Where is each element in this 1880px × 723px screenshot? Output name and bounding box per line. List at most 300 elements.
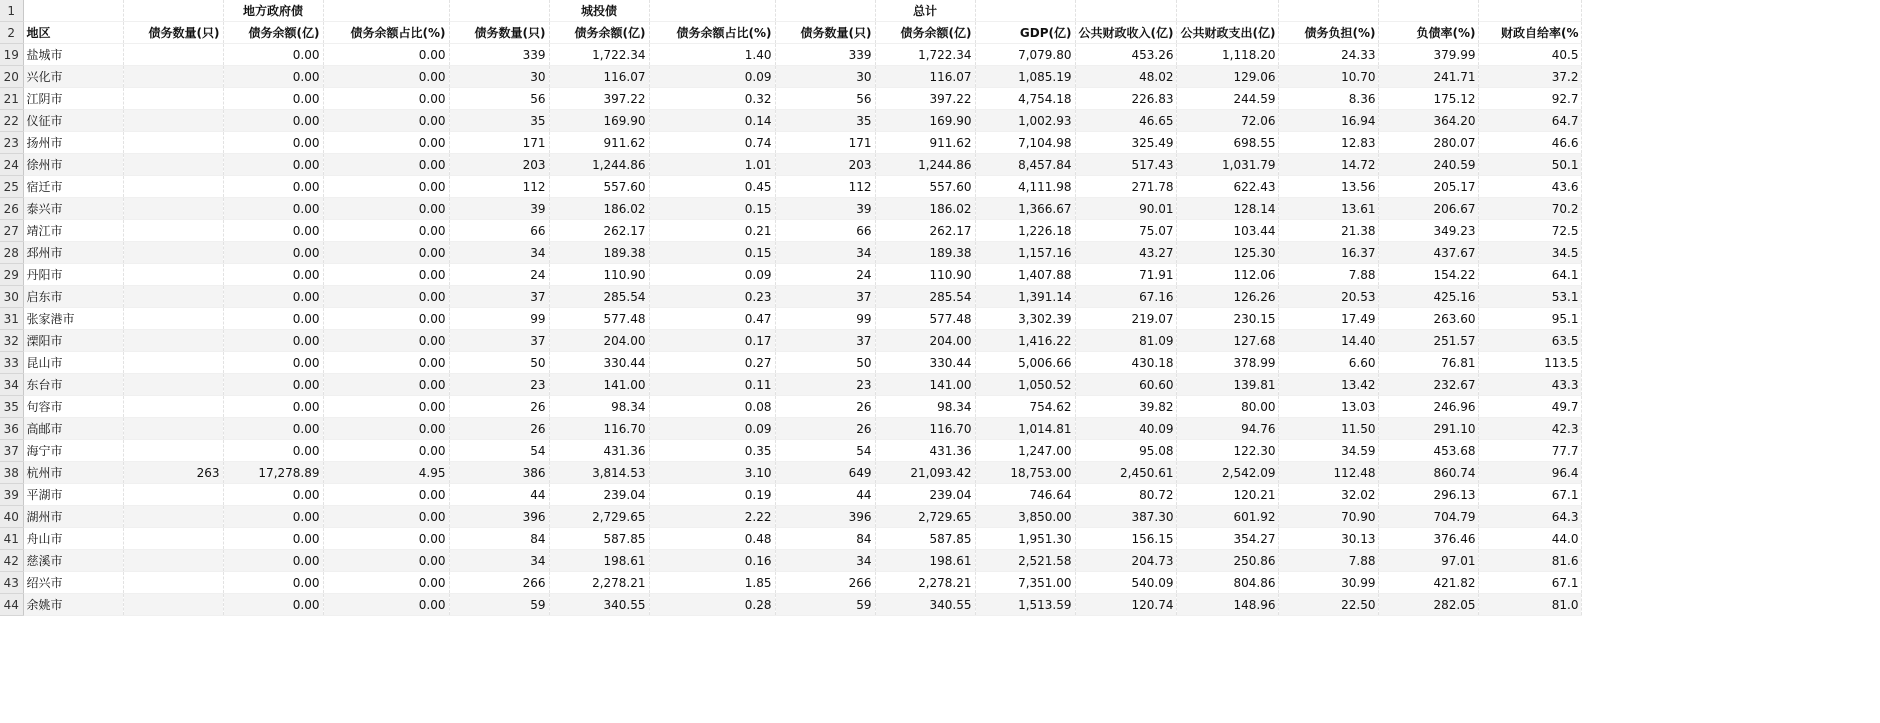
table-cell[interactable]: 0.48 bbox=[649, 528, 775, 550]
table-cell[interactable]: 169.90 bbox=[549, 110, 649, 132]
table-cell[interactable]: 1,014.81 bbox=[975, 418, 1075, 440]
table-cell[interactable]: 43.6 bbox=[1479, 176, 1582, 198]
table-cell[interactable]: 2,521.58 bbox=[975, 550, 1075, 572]
table-cell[interactable]: 1,247.00 bbox=[975, 440, 1075, 462]
table-cell[interactable]: 453.26 bbox=[1075, 44, 1177, 66]
table-cell[interactable] bbox=[123, 396, 223, 418]
table-cell[interactable] bbox=[123, 154, 223, 176]
table-cell[interactable]: 0.00 bbox=[223, 440, 323, 462]
table-cell[interactable]: 120.21 bbox=[1177, 484, 1279, 506]
row-header[interactable]: 39 bbox=[0, 484, 23, 506]
row-header[interactable]: 33 bbox=[0, 352, 23, 374]
table-cell[interactable]: 0.00 bbox=[223, 220, 323, 242]
table-cell[interactable]: 0.00 bbox=[223, 418, 323, 440]
table-cell[interactable]: 226.83 bbox=[1075, 88, 1177, 110]
table-cell[interactable]: 189.38 bbox=[875, 242, 975, 264]
table-cell[interactable]: 46.65 bbox=[1075, 110, 1177, 132]
table-cell[interactable]: 0.15 bbox=[649, 198, 775, 220]
table-cell[interactable]: 77.7 bbox=[1479, 440, 1582, 462]
table-cell[interactable]: 3,814.53 bbox=[549, 462, 649, 484]
table-cell[interactable]: 23 bbox=[775, 374, 875, 396]
table-cell[interactable]: 349.23 bbox=[1379, 220, 1479, 242]
region-cell[interactable]: 靖江市 bbox=[23, 220, 123, 242]
table-cell[interactable] bbox=[123, 44, 223, 66]
table-cell[interactable]: 110.90 bbox=[875, 264, 975, 286]
column-header[interactable]: GDP(亿) bbox=[975, 22, 1075, 44]
table-cell[interactable]: 53.1 bbox=[1479, 286, 1582, 308]
column-header[interactable]: 债务余额(亿) bbox=[549, 22, 649, 44]
table-cell[interactable]: 34.5 bbox=[1479, 242, 1582, 264]
table-cell[interactable]: 35 bbox=[775, 110, 875, 132]
table-cell[interactable]: 13.42 bbox=[1279, 374, 1379, 396]
table-cell[interactable]: 2,278.21 bbox=[549, 572, 649, 594]
table-cell[interactable]: 127.68 bbox=[1177, 330, 1279, 352]
table-cell[interactable]: 240.59 bbox=[1379, 154, 1479, 176]
table-cell[interactable]: 0.00 bbox=[323, 220, 449, 242]
table-cell[interactable]: 14.40 bbox=[1279, 330, 1379, 352]
table-cell[interactable]: 4,754.18 bbox=[975, 88, 1075, 110]
table-cell[interactable]: 0.23 bbox=[649, 286, 775, 308]
table-cell[interactable]: 0.00 bbox=[323, 572, 449, 594]
table-cell[interactable]: 18,753.00 bbox=[975, 462, 1075, 484]
table-cell[interactable]: 376.46 bbox=[1379, 528, 1479, 550]
table-cell[interactable]: 557.60 bbox=[549, 176, 649, 198]
table-cell[interactable]: 6.60 bbox=[1279, 352, 1379, 374]
table-cell[interactable]: 56 bbox=[449, 88, 549, 110]
table-cell[interactable] bbox=[123, 440, 223, 462]
table-cell[interactable]: 0.16 bbox=[649, 550, 775, 572]
table-cell[interactable]: 67.16 bbox=[1075, 286, 1177, 308]
table-cell[interactable]: 397.22 bbox=[549, 88, 649, 110]
table-cell[interactable]: 64.3 bbox=[1479, 506, 1582, 528]
table-cell[interactable]: 0.09 bbox=[649, 66, 775, 88]
region-cell[interactable]: 江阴市 bbox=[23, 88, 123, 110]
table-cell[interactable]: 911.62 bbox=[875, 132, 975, 154]
region-cell[interactable]: 句容市 bbox=[23, 396, 123, 418]
table-cell[interactable]: 44 bbox=[449, 484, 549, 506]
table-cell[interactable]: 24 bbox=[775, 264, 875, 286]
table-cell[interactable]: 0.00 bbox=[223, 264, 323, 286]
table-cell[interactable]: 1.40 bbox=[649, 44, 775, 66]
region-cell[interactable]: 盐城市 bbox=[23, 44, 123, 66]
row-header[interactable]: 28 bbox=[0, 242, 23, 264]
table-cell[interactable]: 577.48 bbox=[875, 308, 975, 330]
table-cell[interactable]: 34.59 bbox=[1279, 440, 1379, 462]
table-cell[interactable]: 0.00 bbox=[323, 550, 449, 572]
row-header[interactable]: 21 bbox=[0, 88, 23, 110]
table-cell[interactable]: 0.00 bbox=[323, 594, 449, 616]
table-cell[interactable]: 266 bbox=[775, 572, 875, 594]
table-cell[interactable]: 122.30 bbox=[1177, 440, 1279, 462]
row-header[interactable]: 2 bbox=[0, 22, 23, 44]
region-cell[interactable]: 邳州市 bbox=[23, 242, 123, 264]
table-cell[interactable]: 141.00 bbox=[875, 374, 975, 396]
table-cell[interactable]: 206.67 bbox=[1379, 198, 1479, 220]
table-cell[interactable]: 0.11 bbox=[649, 374, 775, 396]
table-cell[interactable]: 1,244.86 bbox=[549, 154, 649, 176]
table-cell[interactable] bbox=[123, 66, 223, 88]
table-cell[interactable]: 0.00 bbox=[323, 506, 449, 528]
region-cell[interactable]: 启东市 bbox=[23, 286, 123, 308]
row-header[interactable]: 42 bbox=[0, 550, 23, 572]
table-cell[interactable]: 0.00 bbox=[323, 66, 449, 88]
table-cell[interactable]: 0.45 bbox=[649, 176, 775, 198]
table-cell[interactable]: 1,951.30 bbox=[975, 528, 1075, 550]
table-cell[interactable]: 0.00 bbox=[223, 572, 323, 594]
table-cell[interactable]: 0.00 bbox=[223, 132, 323, 154]
table-cell[interactable]: 42.3 bbox=[1479, 418, 1582, 440]
table-cell[interactable] bbox=[123, 330, 223, 352]
table-cell[interactable]: 0.00 bbox=[323, 396, 449, 418]
table-cell[interactable]: 43.27 bbox=[1075, 242, 1177, 264]
table-cell[interactable]: 2.22 bbox=[649, 506, 775, 528]
table-cell[interactable]: 0.00 bbox=[323, 528, 449, 550]
table-cell[interactable]: 271.78 bbox=[1075, 176, 1177, 198]
row-header[interactable]: 27 bbox=[0, 220, 23, 242]
table-cell[interactable]: 453.68 bbox=[1379, 440, 1479, 462]
table-cell[interactable]: 26 bbox=[449, 396, 549, 418]
table-cell[interactable]: 30 bbox=[775, 66, 875, 88]
table-cell[interactable]: 0.27 bbox=[649, 352, 775, 374]
table-cell[interactable]: 30 bbox=[449, 66, 549, 88]
table-cell[interactable]: 649 bbox=[775, 462, 875, 484]
region-cell[interactable]: 杭州市 bbox=[23, 462, 123, 484]
table-cell[interactable]: 34 bbox=[775, 550, 875, 572]
table-cell[interactable]: 0.32 bbox=[649, 88, 775, 110]
table-cell[interactable]: 198.61 bbox=[549, 550, 649, 572]
region-cell[interactable]: 泰兴市 bbox=[23, 198, 123, 220]
table-cell[interactable]: 0.00 bbox=[323, 440, 449, 462]
table-cell[interactable]: 75.07 bbox=[1075, 220, 1177, 242]
table-cell[interactable]: 0.00 bbox=[223, 88, 323, 110]
table-cell[interactable]: 40.5 bbox=[1479, 44, 1582, 66]
table-cell[interactable] bbox=[123, 352, 223, 374]
table-cell[interactable]: 171 bbox=[449, 132, 549, 154]
region-cell[interactable]: 余姚市 bbox=[23, 594, 123, 616]
group-label-lgfv-bond[interactable]: 城投债 bbox=[549, 0, 649, 22]
table-cell[interactable]: 0.00 bbox=[223, 374, 323, 396]
row-header[interactable]: 23 bbox=[0, 132, 23, 154]
table-cell[interactable]: 66 bbox=[775, 220, 875, 242]
table-cell[interactable]: 239.04 bbox=[875, 484, 975, 506]
column-header[interactable]: 负债率(%) bbox=[1379, 22, 1479, 44]
row-header[interactable]: 44 bbox=[0, 594, 23, 616]
table-cell[interactable]: 8.36 bbox=[1279, 88, 1379, 110]
table-cell[interactable]: 116.70 bbox=[875, 418, 975, 440]
table-cell[interactable]: 587.85 bbox=[549, 528, 649, 550]
column-header[interactable]: 债务数量(只) bbox=[123, 22, 223, 44]
table-cell[interactable]: 0.00 bbox=[323, 242, 449, 264]
table-cell[interactable]: 48.02 bbox=[1075, 66, 1177, 88]
table-cell[interactable]: 263 bbox=[123, 462, 223, 484]
table-cell[interactable]: 387.30 bbox=[1075, 506, 1177, 528]
table-cell[interactable]: 0.14 bbox=[649, 110, 775, 132]
table-cell[interactable]: 2,729.65 bbox=[875, 506, 975, 528]
table-cell[interactable]: 112.48 bbox=[1279, 462, 1379, 484]
table-cell[interactable]: 1,244.86 bbox=[875, 154, 975, 176]
row-header[interactable]: 32 bbox=[0, 330, 23, 352]
table-cell[interactable]: 49.7 bbox=[1479, 396, 1582, 418]
row-header[interactable]: 37 bbox=[0, 440, 23, 462]
region-cell[interactable]: 扬州市 bbox=[23, 132, 123, 154]
column-header[interactable]: 债务负担(%) bbox=[1279, 22, 1379, 44]
table-cell[interactable]: 364.20 bbox=[1379, 110, 1479, 132]
table-cell[interactable]: 126.26 bbox=[1177, 286, 1279, 308]
table-cell[interactable]: 379.99 bbox=[1379, 44, 1479, 66]
table-cell[interactable]: 4.95 bbox=[323, 462, 449, 484]
table-cell[interactable]: 0.00 bbox=[323, 176, 449, 198]
column-header[interactable]: 地区 bbox=[23, 22, 123, 44]
table-cell[interactable] bbox=[123, 572, 223, 594]
table-cell[interactable]: 0.00 bbox=[223, 66, 323, 88]
table-cell[interactable]: 84 bbox=[775, 528, 875, 550]
table-cell[interactable]: 0.00 bbox=[323, 154, 449, 176]
table-cell[interactable]: 7.88 bbox=[1279, 550, 1379, 572]
table-cell[interactable]: 0.00 bbox=[323, 352, 449, 374]
region-cell[interactable]: 溧阳市 bbox=[23, 330, 123, 352]
table-cell[interactable]: 296.13 bbox=[1379, 484, 1479, 506]
table-cell[interactable]: 81.6 bbox=[1479, 550, 1582, 572]
table-cell[interactable]: 103.44 bbox=[1177, 220, 1279, 242]
table-cell[interactable]: 232.67 bbox=[1379, 374, 1479, 396]
table-cell[interactable]: 746.64 bbox=[975, 484, 1075, 506]
table-cell[interactable]: 67.1 bbox=[1479, 572, 1582, 594]
table-cell[interactable]: 860.74 bbox=[1379, 462, 1479, 484]
table-cell[interactable]: 280.07 bbox=[1379, 132, 1479, 154]
table-cell[interactable]: 80.72 bbox=[1075, 484, 1177, 506]
table-cell[interactable]: 95.1 bbox=[1479, 308, 1582, 330]
table-cell[interactable]: 1.85 bbox=[649, 572, 775, 594]
table-cell[interactable]: 84 bbox=[449, 528, 549, 550]
table-cell[interactable]: 154.22 bbox=[1379, 264, 1479, 286]
column-header[interactable]: 债务余额占比(%) bbox=[649, 22, 775, 44]
table-cell[interactable]: 59 bbox=[449, 594, 549, 616]
table-cell[interactable]: 204.00 bbox=[875, 330, 975, 352]
table-cell[interactable]: 66 bbox=[449, 220, 549, 242]
table-cell[interactable]: 325.49 bbox=[1075, 132, 1177, 154]
table-cell[interactable]: 169.90 bbox=[875, 110, 975, 132]
row-header[interactable]: 36 bbox=[0, 418, 23, 440]
table-cell[interactable]: 421.82 bbox=[1379, 572, 1479, 594]
table-cell[interactable]: 125.30 bbox=[1177, 242, 1279, 264]
row-header[interactable]: 41 bbox=[0, 528, 23, 550]
table-cell[interactable]: 340.55 bbox=[875, 594, 975, 616]
table-cell[interactable]: 1,050.52 bbox=[975, 374, 1075, 396]
table-cell[interactable]: 24 bbox=[449, 264, 549, 286]
table-cell[interactable]: 0.00 bbox=[323, 308, 449, 330]
region-cell[interactable]: 平湖市 bbox=[23, 484, 123, 506]
region-cell[interactable]: 张家港市 bbox=[23, 308, 123, 330]
table-cell[interactable]: 148.96 bbox=[1177, 594, 1279, 616]
table-cell[interactable]: 1,416.22 bbox=[975, 330, 1075, 352]
table-cell[interactable]: 339 bbox=[449, 44, 549, 66]
table-cell[interactable]: 698.55 bbox=[1177, 132, 1279, 154]
table-cell[interactable]: 378.99 bbox=[1177, 352, 1279, 374]
region-cell[interactable]: 丹阳市 bbox=[23, 264, 123, 286]
table-cell[interactable]: 116.07 bbox=[549, 66, 649, 88]
table-cell[interactable]: 186.02 bbox=[549, 198, 649, 220]
table-cell[interactable]: 98.34 bbox=[549, 396, 649, 418]
table-cell[interactable]: 44.0 bbox=[1479, 528, 1582, 550]
table-cell[interactable]: 340.55 bbox=[549, 594, 649, 616]
table-cell[interactable]: 80.00 bbox=[1177, 396, 1279, 418]
table-cell[interactable]: 96.4 bbox=[1479, 462, 1582, 484]
table-cell[interactable]: 112 bbox=[775, 176, 875, 198]
table-cell[interactable] bbox=[123, 506, 223, 528]
table-cell[interactable]: 113.5 bbox=[1479, 352, 1582, 374]
row-header[interactable]: 38 bbox=[0, 462, 23, 484]
table-cell[interactable]: 0.35 bbox=[649, 440, 775, 462]
table-cell[interactable]: 396 bbox=[775, 506, 875, 528]
table-cell[interactable]: 7.88 bbox=[1279, 264, 1379, 286]
table-cell[interactable]: 0.00 bbox=[223, 550, 323, 572]
table-cell[interactable]: 50.1 bbox=[1479, 154, 1582, 176]
table-cell[interactable]: 70.2 bbox=[1479, 198, 1582, 220]
table-cell[interactable]: 59 bbox=[775, 594, 875, 616]
table-cell[interactable]: 0.00 bbox=[323, 88, 449, 110]
table-cell[interactable]: 397.22 bbox=[875, 88, 975, 110]
table-cell[interactable]: 0.00 bbox=[223, 110, 323, 132]
table-cell[interactable]: 0.47 bbox=[649, 308, 775, 330]
table-cell[interactable]: 1,118.20 bbox=[1177, 44, 1279, 66]
table-cell[interactable]: 0.00 bbox=[323, 44, 449, 66]
table-cell[interactable]: 54 bbox=[775, 440, 875, 462]
table-cell[interactable]: 3,302.39 bbox=[975, 308, 1075, 330]
table-cell[interactable]: 13.61 bbox=[1279, 198, 1379, 220]
table-cell[interactable]: 1,513.59 bbox=[975, 594, 1075, 616]
table-cell[interactable]: 0.00 bbox=[323, 418, 449, 440]
table-cell[interactable]: 4,111.98 bbox=[975, 176, 1075, 198]
table-cell[interactable]: 0.00 bbox=[223, 286, 323, 308]
table-cell[interactable]: 0.17 bbox=[649, 330, 775, 352]
row-header[interactable]: 29 bbox=[0, 264, 23, 286]
table-cell[interactable]: 601.92 bbox=[1177, 506, 1279, 528]
table-cell[interactable]: 7,104.98 bbox=[975, 132, 1075, 154]
table-cell[interactable]: 0.00 bbox=[323, 198, 449, 220]
table-cell[interactable]: 354.27 bbox=[1177, 528, 1279, 550]
region-cell[interactable]: 兴化市 bbox=[23, 66, 123, 88]
table-cell[interactable]: 34 bbox=[449, 550, 549, 572]
table-cell[interactable]: 20.53 bbox=[1279, 286, 1379, 308]
table-cell[interactable]: 110.90 bbox=[549, 264, 649, 286]
table-cell[interactable]: 23 bbox=[449, 374, 549, 396]
column-header[interactable]: 财政自给率(% bbox=[1479, 22, 1582, 44]
row-header[interactable]: 22 bbox=[0, 110, 23, 132]
table-cell[interactable]: 911.62 bbox=[549, 132, 649, 154]
table-cell[interactable]: 0.00 bbox=[323, 110, 449, 132]
row-header[interactable]: 20 bbox=[0, 66, 23, 88]
table-cell[interactable]: 26 bbox=[775, 418, 875, 440]
table-cell[interactable]: 128.14 bbox=[1177, 198, 1279, 220]
table-cell[interactable]: 622.43 bbox=[1177, 176, 1279, 198]
region-cell[interactable]: 徐州市 bbox=[23, 154, 123, 176]
table-cell[interactable]: 577.48 bbox=[549, 308, 649, 330]
table-cell[interactable]: 0.00 bbox=[223, 594, 323, 616]
table-cell[interactable]: 198.61 bbox=[875, 550, 975, 572]
table-cell[interactable]: 339 bbox=[775, 44, 875, 66]
table-cell[interactable]: 0.00 bbox=[323, 264, 449, 286]
table-cell[interactable]: 0.09 bbox=[649, 418, 775, 440]
table-cell[interactable] bbox=[123, 198, 223, 220]
table-cell[interactable]: 11.50 bbox=[1279, 418, 1379, 440]
table-cell[interactable]: 517.43 bbox=[1075, 154, 1177, 176]
table-cell[interactable]: 5,006.66 bbox=[975, 352, 1075, 374]
group-label-local-gov-bond[interactable]: 地方政府债 bbox=[223, 0, 323, 22]
table-cell[interactable]: 2,278.21 bbox=[875, 572, 975, 594]
table-cell[interactable]: 37 bbox=[449, 286, 549, 308]
table-cell[interactable]: 0.00 bbox=[223, 176, 323, 198]
region-cell[interactable]: 东台市 bbox=[23, 374, 123, 396]
table-cell[interactable]: 754.62 bbox=[975, 396, 1075, 418]
table-cell[interactable]: 16.37 bbox=[1279, 242, 1379, 264]
table-cell[interactable]: 0.00 bbox=[223, 198, 323, 220]
table-cell[interactable] bbox=[123, 242, 223, 264]
table-cell[interactable]: 92.7 bbox=[1479, 88, 1582, 110]
table-cell[interactable]: 139.81 bbox=[1177, 374, 1279, 396]
column-header[interactable]: 公共财政收入(亿) bbox=[1075, 22, 1177, 44]
table-cell[interactable]: 129.06 bbox=[1177, 66, 1279, 88]
table-cell[interactable]: 0.00 bbox=[323, 374, 449, 396]
table-cell[interactable]: 37.2 bbox=[1479, 66, 1582, 88]
table-cell[interactable]: 39.82 bbox=[1075, 396, 1177, 418]
table-cell[interactable]: 239.04 bbox=[549, 484, 649, 506]
table-cell[interactable]: 24.33 bbox=[1279, 44, 1379, 66]
table-cell[interactable]: 39 bbox=[449, 198, 549, 220]
table-cell[interactable]: 64.1 bbox=[1479, 264, 1582, 286]
table-cell[interactable]: 37 bbox=[775, 286, 875, 308]
column-header[interactable]: 公共财政支出(亿) bbox=[1177, 22, 1279, 44]
table-cell[interactable]: 0.00 bbox=[223, 242, 323, 264]
table-cell[interactable]: 246.96 bbox=[1379, 396, 1479, 418]
table-cell[interactable]: 43.3 bbox=[1479, 374, 1582, 396]
table-cell[interactable]: 8,457.84 bbox=[975, 154, 1075, 176]
table-cell[interactable]: 112.06 bbox=[1177, 264, 1279, 286]
row-header[interactable]: 43 bbox=[0, 572, 23, 594]
table-cell[interactable] bbox=[123, 550, 223, 572]
table-cell[interactable]: 98.34 bbox=[875, 396, 975, 418]
table-cell[interactable]: 56 bbox=[775, 88, 875, 110]
table-cell[interactable]: 30.13 bbox=[1279, 528, 1379, 550]
region-cell[interactable]: 海宁市 bbox=[23, 440, 123, 462]
table-cell[interactable]: 291.10 bbox=[1379, 418, 1479, 440]
table-cell[interactable]: 64.7 bbox=[1479, 110, 1582, 132]
row-header[interactable]: 34 bbox=[0, 374, 23, 396]
region-cell[interactable]: 昆山市 bbox=[23, 352, 123, 374]
region-cell[interactable]: 慈溪市 bbox=[23, 550, 123, 572]
table-cell[interactable]: 0.00 bbox=[323, 330, 449, 352]
region-cell[interactable]: 仪征市 bbox=[23, 110, 123, 132]
table-cell[interactable]: 557.60 bbox=[875, 176, 975, 198]
row-header[interactable]: 19 bbox=[0, 44, 23, 66]
table-cell[interactable]: 1,157.16 bbox=[975, 242, 1075, 264]
table-cell[interactable]: 21,093.42 bbox=[875, 462, 975, 484]
table-cell[interactable]: 203 bbox=[449, 154, 549, 176]
table-cell[interactable]: 81.0 bbox=[1479, 594, 1582, 616]
table-cell[interactable]: 26 bbox=[775, 396, 875, 418]
table-cell[interactable]: 0.00 bbox=[323, 484, 449, 506]
table-cell[interactable]: 263.60 bbox=[1379, 308, 1479, 330]
table-cell[interactable]: 431.36 bbox=[875, 440, 975, 462]
table-cell[interactable] bbox=[123, 484, 223, 506]
table-cell[interactable]: 7,351.00 bbox=[975, 572, 1075, 594]
table-cell[interactable]: 0.00 bbox=[223, 44, 323, 66]
table-cell[interactable]: 386 bbox=[449, 462, 549, 484]
table-cell[interactable]: 13.03 bbox=[1279, 396, 1379, 418]
table-cell[interactable] bbox=[123, 308, 223, 330]
table-cell[interactable]: 0.08 bbox=[649, 396, 775, 418]
column-header[interactable]: 债务余额占比(%) bbox=[323, 22, 449, 44]
table-cell[interactable]: 0.00 bbox=[223, 528, 323, 550]
